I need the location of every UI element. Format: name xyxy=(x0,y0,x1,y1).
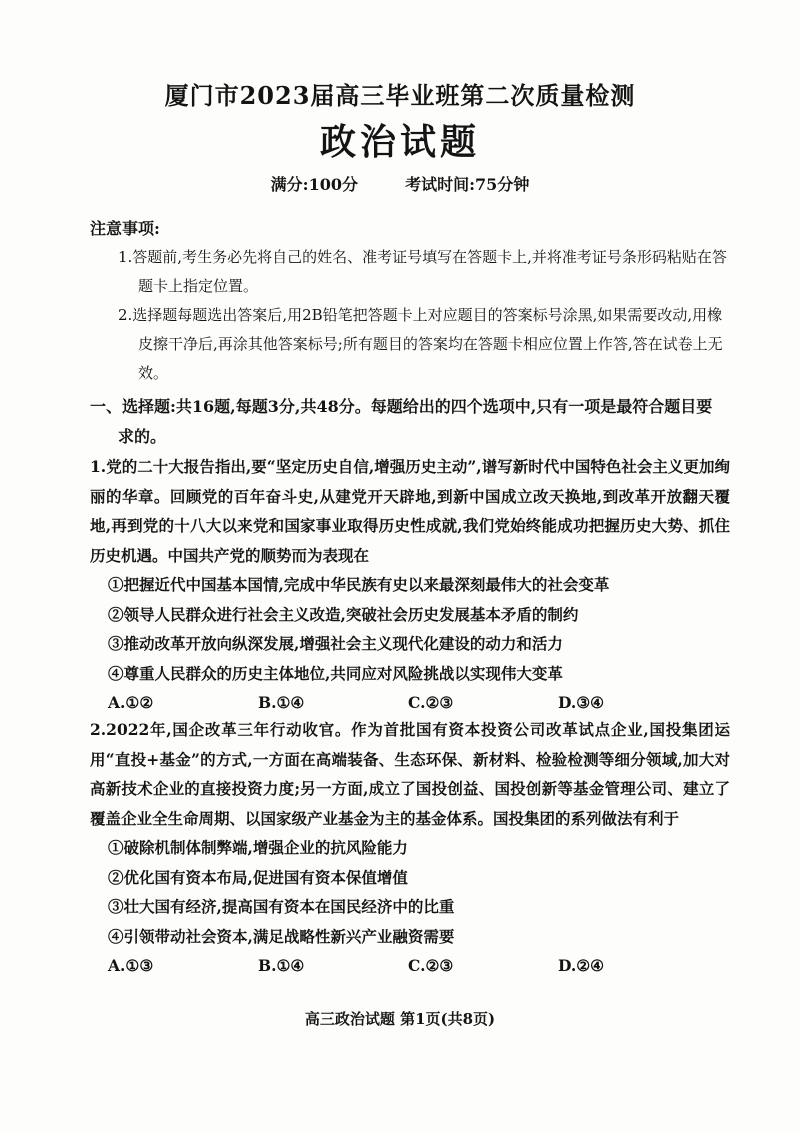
answer-choices xyxy=(90,951,730,981)
option-statement-3: ③推动改革开放向纵深发展,增强社会主义现代化建设的动力和活力 xyxy=(108,634,563,653)
section-heading-line-2: 求的。 xyxy=(118,427,167,446)
section-heading-line-1: 一、选择题:共16题,每题3分,共48分。每题给出的四个选项中,只有一项是最符合题目要 xyxy=(90,397,713,416)
answer-choice-a: A.①③ xyxy=(108,956,154,975)
page-footer: 高三政治试题 第1页(共8页) xyxy=(304,1010,496,1028)
option-statement-2: ②优化国有资本布局,促进国有资本保值增值 xyxy=(108,867,408,887)
answer-choices xyxy=(90,688,730,718)
note-item-1: 1.答题前,考生务必先将自己的姓名、准考证号填写在答题卡上,并将准考证号条形码粘贴在答题卡上指定位置。 xyxy=(118,248,727,295)
option-statement-1: ①把握近代中国基本国情,完成中华民族有史以来最深刻最伟大的社会变革 xyxy=(108,575,610,594)
answer-choice-c: C.②③ xyxy=(408,693,454,712)
option-statement-2: ②领导人民群众进行社会主义改造,突破社会历史发展基本矛盾的制约 xyxy=(108,604,579,624)
subject-title: 政治试题 xyxy=(319,121,480,163)
option-statement-4: ④尊重人民群众的历史主体地位,共同应对风险挑战以实现伟大变革 xyxy=(108,663,563,683)
exam-title: 厦门市2023届高三毕业班第二次质量检测 xyxy=(164,81,636,110)
question-1 xyxy=(90,452,730,718)
answer-choice-a: A.①② xyxy=(108,693,154,712)
notes-block xyxy=(90,214,730,388)
answer-choice-d: D.②④ xyxy=(558,956,605,975)
note-item-2: 2.选择题每题选出答案后,用2B铅笔把答题卡上对应题目的答案标号涂黑,如果需要改动,用橡皮擦干净后,再涂其他答案标号;所有题目的答案均在答题卡相应位置上作答,答在试卷上无效。 xyxy=(118,306,723,382)
answer-choice-d: D.③④ xyxy=(558,693,605,712)
answer-choice-c: C.②③ xyxy=(408,956,454,975)
exam-meta xyxy=(0,172,800,195)
option-statement-3: ③壮大国有经济,提高国有资本在国民经济中的比重 xyxy=(108,897,455,916)
option-statement-4: ④引领带动社会资本,满足战略性新兴产业融资需要 xyxy=(108,926,455,946)
section-heading xyxy=(90,392,730,452)
question-2 xyxy=(90,715,730,981)
answer-choice-b: B.①④ xyxy=(258,693,305,712)
notes-heading: 注意事项: xyxy=(90,219,160,238)
option-statement-1: ①破除机制体制弊端,增强企业的抗风险能力 xyxy=(108,838,408,857)
full-score: 满分:100分 xyxy=(270,175,358,194)
answer-choice-b: B.①④ xyxy=(258,956,305,975)
exam-time: 考试时间:75分钟 xyxy=(405,175,530,194)
question-stem: 1.党的二十大报告指出,要“坚定历史自信,增强历史主动”,谱写新时代中国特色社会主义更加绚丽的华章。回顾党的百年奋斗史,从建党开天辟地,到新中国成立改天换地,到改革开放翻天覆地,再到党的十八大以来党和国家事业取得历史性成就,我们党始终能成功把握历史大势、抓住历史机遇。中国共产党的顺势而为表现在 xyxy=(90,457,730,565)
question-stem: 2.2022年,国企改革三年行动收官。作为首批国有资本投资公司改革试点企业,国投集团运用“直投+基金”的方式,一方面在高端装备、生态环保、新材料、检验检测等细分领域,加大对高新技术企业的直接投资力度;另一方面,成立了国投创益、国投创新等基金管理公司、建立了覆盖企业全生命周期、以国家级产业基金为主的基金体系。国投集团的系列做法有利于 xyxy=(90,720,730,828)
